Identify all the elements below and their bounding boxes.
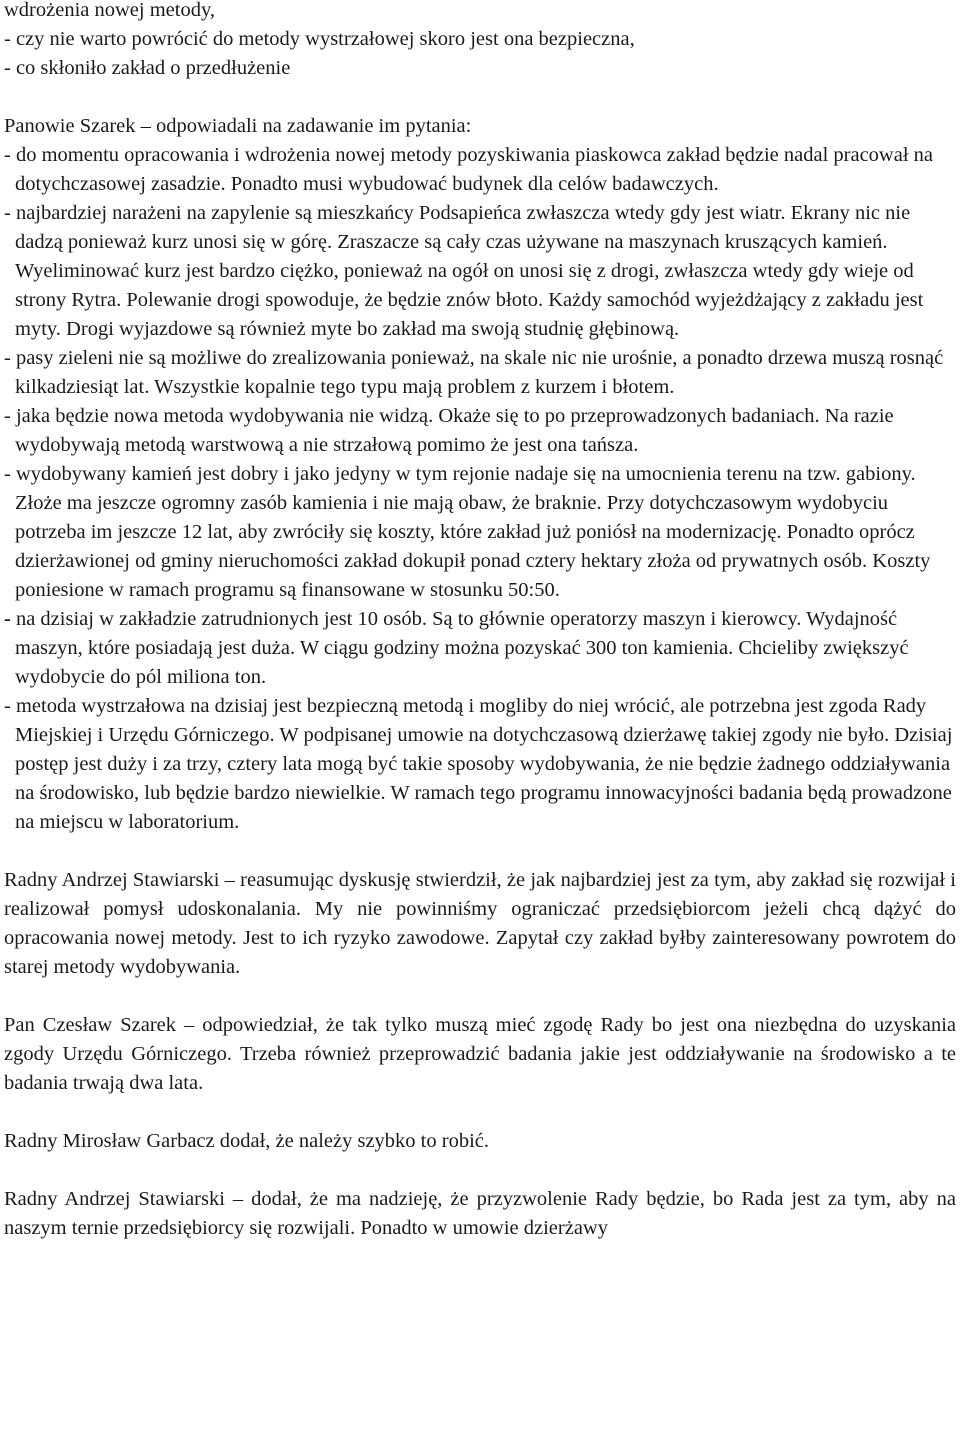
intro-line: - czy nie warto powrócić do metody wystrzałowej skoro jest ona bezpieczna, (4, 28, 635, 50)
paragraph: Radny Andrzej Stawiarski – reasumując dyskusję stwierdził, że jak najbardziej jest za tym, aby zakład się rozwijał i realizował pomysł udoskonalania. My nie powinniśmy ograniczać przedsiębiorcom jeżeli chcą dążyć do opracowania nowej metody. Jest to ich ryzyko zawodowe. Zapytał czy zakład byłby zainteresowany powrotem do starej metody wydobywania. (4, 869, 956, 978)
intro-line: - co skłoniło zakład o przedłużenie (4, 57, 291, 79)
answer-item-text: na dzisiaj w zakładzie zatrudnionych jest 10 osób. Są to głównie operatorzy maszyn i kierowcy. Wydajność maszyn, które posiadają jest duża. W ciągu godziny można pozyskać 300 ton kamienia. Chcieliby zwiększyć wydobycie do pól miliona ton. (10, 608, 909, 688)
answer-heading: Panowie Szarek – odpowiadali na zadawanie im pytania: (4, 115, 472, 137)
answer-item: - pasy zieleni nie są możliwe do zrealizowania ponieważ, na skale nic nie urośnie, a ponadto drzewa muszą rosnąć kilkadziesiąt lat. Wszystkie kopalnie tego typu mają problem z kurzem i błotem. (4, 347, 944, 398)
answer-bold-dash: - (4, 608, 11, 630)
answer-item: - wydobywany kamień jest dobry i jako jedyny w tym rejonie nadaje się na umocnienia terenu na tzw. gabiony. Złoże ma jeszcze ogromny zasób kamienia i nie mają obaw, że braknie. Przy dotychczasowym wydobyciu potrzeba im jeszcze 12 lat, aby zwróciły się koszty, które zakład już poniósł na modernizację. Ponadto oprócz dzierżawionej od gminy nieruchomości zakład dokupił ponad cztery hektary złoża od prywatnych osób. Koszty poniesione w ramach programu są finansowane w stosunku 50:50. (4, 463, 931, 601)
paragraph: Radny Andrzej Stawiarski – dodał, że ma nadzieję, że przyzwolenie Rady będzie, bo Rada jest za tym, aby na naszym ternie przedsiębiorcy się rozwijali. Ponadto w umowie dzierżawy (4, 1188, 956, 1239)
answer-item: - do momentu opracowania i wdrożenia nowej metody pozyskiwania piaskowca zakład będzie nadal pracował na dotychczasowej zasadzie. Ponadto musi wybudować budynek dla celów badawczych. (4, 144, 933, 195)
answer-item: - jaka będzie nowa metoda wydobywania nie widzą. Okaże się to po przeprowadzonych badaniach. Na razie wydobywają metodą warstwową a nie strzałową pomimo że jest ona tańsza. (4, 405, 894, 456)
answer-item: - najbardziej narażeni na zapylenie są mieszkańcy Podsapieńca zwłaszcza wtedy gdy jest wiatr. Ekrany nic nie dadzą ponieważ kurz unosi się w górę. Zraszacze są cały czas używane na maszynach kruszących kamień. Wyeliminować kurz jest bardzo ciężko, ponieważ na ogół on unosi się z drogi, zwłaszcza wtedy gdy wieje od strony Rytra. Polewanie drogi spowoduje, że będzie znów błoto. Każdy samochód wyjeżdżający z zakładu jest myty. Drogi wyjazdowe są również myte bo zakład ma swoją studnię głębinową. (4, 202, 924, 340)
answer-item (4, 605, 956, 692)
intro-line: wdrożenia nowej metody, (4, 0, 216, 21)
paragraph: Radny Mirosław Garbacz dodał, że należy szybko to robić. (4, 1130, 490, 1152)
paragraph: Pan Czesław Szarek – odpowiedział, że tak tylko muszą mieć zgodę Rady bo jest ona niezbędna do uzyskania zgody Urzędu Górniczego. Trzeba również przeprowadzić badania jakie jest oddziaływanie na środowisko a te badania trwają dwa lata. (4, 1014, 956, 1094)
answer-list (4, 141, 956, 837)
document-page (4, 0, 956, 1243)
answer-item: - metoda wystrzałowa na dzisiaj jest bezpieczną metodą i mogliby do niej wrócić, ale potrzebna jest zgoda Rady Miejskiej i Urzędu Górniczego. W podpisanej umowie na dotychczasową dzierżawę takiej zgody nie było. Dzisiaj postęp jest duży i za trzy, cztery lata mogą być takie sposoby wydobywania, że nie będzie żadnego oddziaływania na środowisko, lub będzie bardzo niewielkie. W ramach tego programu innowacyjności badania będą prowadzone na miejscu w laboratorium. (4, 695, 953, 833)
